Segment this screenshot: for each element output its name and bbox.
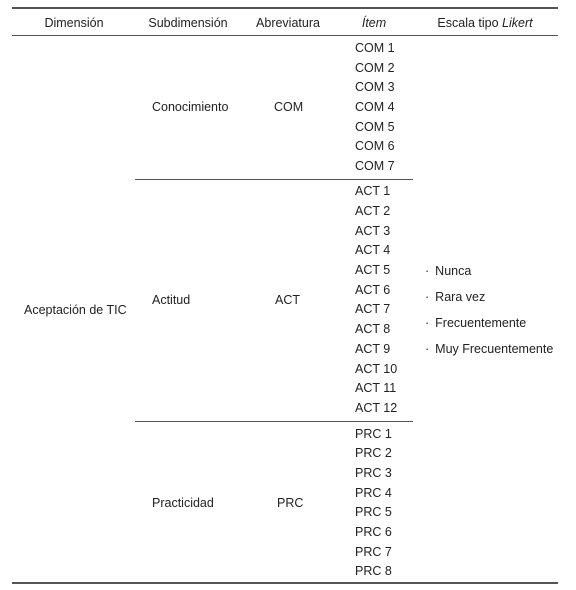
bullet-icon: · bbox=[425, 342, 430, 356]
item-cell: ACT 9 bbox=[355, 342, 391, 356]
item-cell: PRC 8 bbox=[355, 564, 392, 578]
column-header-item bbox=[362, 16, 386, 30]
scale-option bbox=[425, 290, 485, 304]
bullet-icon: · bbox=[425, 264, 430, 278]
item-cell: PRC 2 bbox=[355, 446, 392, 460]
item-cell: ACT 2 bbox=[355, 204, 391, 218]
abbreviation-cell: PRC bbox=[277, 496, 304, 510]
item-cell: ACT 6 bbox=[355, 283, 391, 297]
item-cell: ACT 1 bbox=[355, 184, 391, 198]
item-cell: PRC 4 bbox=[355, 486, 392, 500]
item-cell: ACT 10 bbox=[355, 362, 398, 376]
scale-header-emph: Likert bbox=[502, 16, 533, 30]
subdimension-cell: Practicidad bbox=[152, 496, 214, 510]
group-divider-1 bbox=[135, 179, 413, 180]
item-cell: ACT 12 bbox=[355, 401, 398, 415]
item-cell: PRC 5 bbox=[355, 505, 392, 519]
scale-option bbox=[425, 264, 471, 278]
item-cell: PRC 7 bbox=[355, 545, 392, 559]
column-header-subdimension: Subdimensión bbox=[148, 16, 228, 30]
scale-header-prefix: Escala tipo bbox=[437, 16, 503, 30]
header-rule bbox=[12, 35, 558, 36]
subdimension-cell: Conocimiento bbox=[152, 100, 229, 114]
item-cell: COM 3 bbox=[355, 80, 395, 94]
item-cell: PRC 1 bbox=[355, 427, 392, 441]
scale-option bbox=[425, 342, 553, 356]
top-rule bbox=[12, 7, 558, 9]
dimension-cell: Aceptación de TIC bbox=[24, 303, 127, 317]
bullet-icon: · bbox=[425, 290, 430, 304]
item-cell: COM 4 bbox=[355, 100, 395, 114]
scale-option-label: Muy Frecuentemente bbox=[435, 342, 554, 356]
subdimension-cell: Actitud bbox=[152, 293, 191, 307]
item-cell: ACT 3 bbox=[355, 224, 391, 238]
item-cell: ACT 5 bbox=[355, 263, 391, 277]
item-cell: COM 1 bbox=[355, 41, 395, 55]
bullet-icon: · bbox=[425, 316, 430, 330]
scale-option-label: Nunca bbox=[435, 264, 472, 278]
bottom-rule bbox=[12, 582, 558, 584]
abbreviation-cell: ACT bbox=[275, 293, 300, 307]
column-header-abbreviation: Abreviatura bbox=[256, 16, 320, 30]
abbreviation-cell: COM bbox=[274, 100, 304, 114]
item-cell: ACT 8 bbox=[355, 322, 391, 336]
item-cell: COM 6 bbox=[355, 139, 395, 153]
item-cell: ACT 4 bbox=[355, 243, 391, 257]
column-header-scale bbox=[437, 16, 532, 30]
item-cell: ACT 7 bbox=[355, 302, 391, 316]
scale-option bbox=[425, 316, 526, 330]
item-header-text: Ítem bbox=[361, 16, 387, 30]
item-cell: PRC 6 bbox=[355, 525, 392, 539]
scale-option-label: Frecuentemente bbox=[435, 316, 527, 330]
item-cell: COM 2 bbox=[355, 61, 395, 75]
group-divider-2 bbox=[135, 421, 413, 422]
column-header-dimension: Dimensión bbox=[44, 16, 104, 30]
item-cell: ACT 11 bbox=[355, 381, 397, 395]
item-cell: COM 7 bbox=[355, 159, 395, 173]
item-cell: COM 5 bbox=[355, 120, 395, 134]
scale-option-label: Rara vez bbox=[435, 290, 486, 304]
item-cell: PRC 3 bbox=[355, 466, 392, 480]
